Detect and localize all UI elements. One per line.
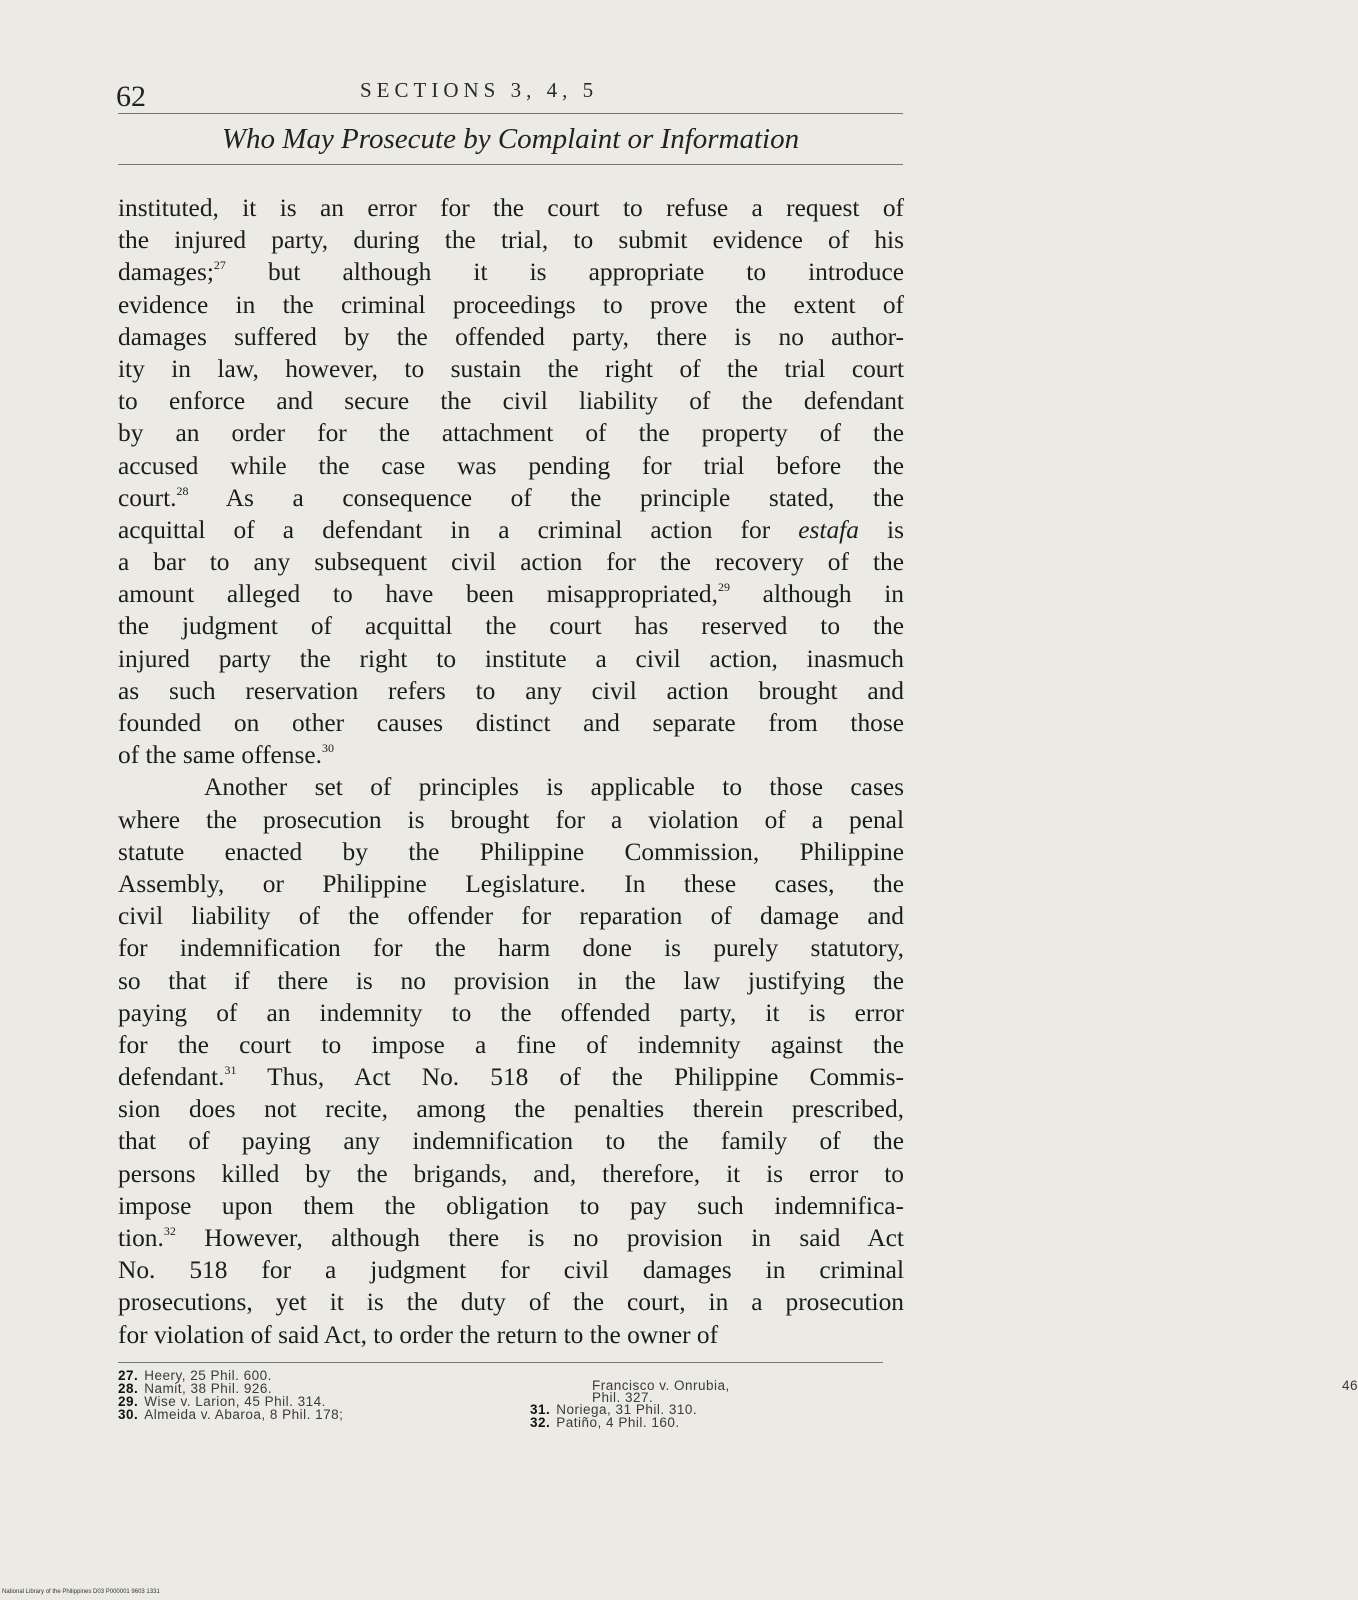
- italic-term: estafa: [798, 515, 859, 544]
- text-line: civil liability of the offender for reparation of damage and: [118, 902, 904, 931]
- page-number: 62: [116, 80, 146, 113]
- text-line: damages;$^{27}$ but although it is appropriate to introduce: [118, 258, 904, 287]
- footnote-30-continued-line2: Phil. 327.: [592, 1390, 654, 1405]
- text-line: where the prosecution is brought for a violation of a penal: [118, 805, 904, 834]
- text-line: the injured party, during the trial, to submit evidence of his: [118, 226, 904, 255]
- text-line: accused while the case was pending for trial before the: [118, 451, 904, 480]
- text-line: prosecutions, yet it is the duty of the court, in a prosecution: [118, 1288, 904, 1317]
- text-line: the judgment of acquittal the court has reserved to the: [118, 612, 904, 641]
- text-line: that of paying any indemnification to the family of the: [118, 1127, 904, 1156]
- text-line: impose upon them the obligation to pay such indemnifica-: [118, 1191, 904, 1220]
- text-line: to enforce and secure the civil liability of the defendant: [118, 387, 904, 416]
- footnotes: [118, 1368, 1358, 1448]
- text-line: instituted, it is an error for the court to refuse a request of: [118, 194, 904, 222]
- header-rule-bottom: [118, 164, 903, 165]
- text-line: of the same offense.$^{30}$: [118, 741, 334, 770]
- footnote-30: 30. Almeida v. Abaroa, 8 Phil. 178;: [118, 1407, 344, 1422]
- footnote-27: 27. Heery, 25 Phil. 600.: [118, 1368, 272, 1383]
- text-line: founded on other causes distinct and separate from those: [118, 709, 904, 737]
- text-line: sion does not recite, among the penalties therein prescribed,: [118, 1095, 904, 1124]
- text-line: for indemnification for the harm done is purely statutory,: [118, 934, 904, 963]
- text-line: statute enacted by the Philippine Commission, Philippine: [118, 837, 904, 866]
- text-line: evidence in the criminal proceedings to prove the extent of: [118, 290, 904, 319]
- text-line: as such reservation refers to any civil action brought and: [118, 676, 904, 705]
- text-line: by an order for the attachment of the property of the: [118, 419, 904, 448]
- footnote-rule: [118, 1362, 883, 1363]
- text-line: ity in law, however, to sustain the right of the trial court: [118, 354, 904, 383]
- footnote-ref: 29: [717, 580, 730, 595]
- text-line: Assembly, or Philippine Legislature. In these cases, the: [118, 869, 904, 898]
- page-subtitle: Who May Prosecute by Complaint or Information: [221, 123, 800, 155]
- text-line: tion.$^{32}$ However, although there is no provision in said Act: [118, 1224, 904, 1252]
- text-line: injured party the right to institute a civil action, inasmuch: [118, 644, 904, 673]
- footnote-ref: 28: [176, 483, 189, 498]
- text-line: for violation of said Act, to order the return to the owner of: [118, 1320, 719, 1349]
- text-line: defendant.$^{31}$ Thus, Act No. 518 of the Philippine Commis-: [118, 1063, 904, 1092]
- body-text: [118, 192, 904, 1351]
- text-line: damages suffered by the offended party, there is no author-: [118, 322, 904, 351]
- text-line: No. 518 for a judgment for civil damages in criminal: [118, 1256, 904, 1285]
- text-line: court.$^{28}$ As a consequence of the principle stated, the: [118, 483, 904, 512]
- text-line: so that if there is no provision in the law justifying the: [118, 966, 904, 995]
- footnote-28: 28. Namit, 38 Phil. 926.: [118, 1381, 273, 1396]
- text-line: paying of an indemnity to the offended party, it is error: [118, 998, 904, 1027]
- text-line: persons killed by the brigands, and, therefore, it is error to: [118, 1159, 904, 1188]
- footnote-ref: 31: [224, 1063, 237, 1078]
- text-line: amount alleged to have been misappropriated,$^{29}$ although in: [118, 580, 904, 609]
- footnote-31: 31. Noriega, 31 Phil. 310.: [530, 1402, 698, 1417]
- footnote-29: 29. Wise v. Larion, 45 Phil. 314.: [118, 1394, 326, 1409]
- text-line: for the court to impose a fine of indemnity against the: [118, 1030, 904, 1059]
- footnote-ref: 32: [163, 1224, 176, 1238]
- scan-credit: National Library of the Philippines D03 P000001 9603 1331: [2, 1589, 160, 1595]
- text-line: acquittal of a defendant in a criminal action for estafa is: [118, 515, 904, 544]
- footnote-ref: 30: [322, 741, 334, 756]
- footnote-ref: 27: [213, 258, 226, 273]
- header-rule-top: [118, 113, 903, 114]
- footnote-32: 32. Patiño, 4 Phil. 160.: [530, 1415, 680, 1430]
- text-line: a bar to any subsequent civil action for the recovery of the: [118, 548, 904, 577]
- section-title: SECTIONS 3, 4, 5: [360, 78, 599, 102]
- footnote-30-continued: Francisco v. Onrubia, 46: [592, 1378, 1358, 1393]
- text-line: Another set of principles is applicable to those cases: [204, 773, 904, 802]
